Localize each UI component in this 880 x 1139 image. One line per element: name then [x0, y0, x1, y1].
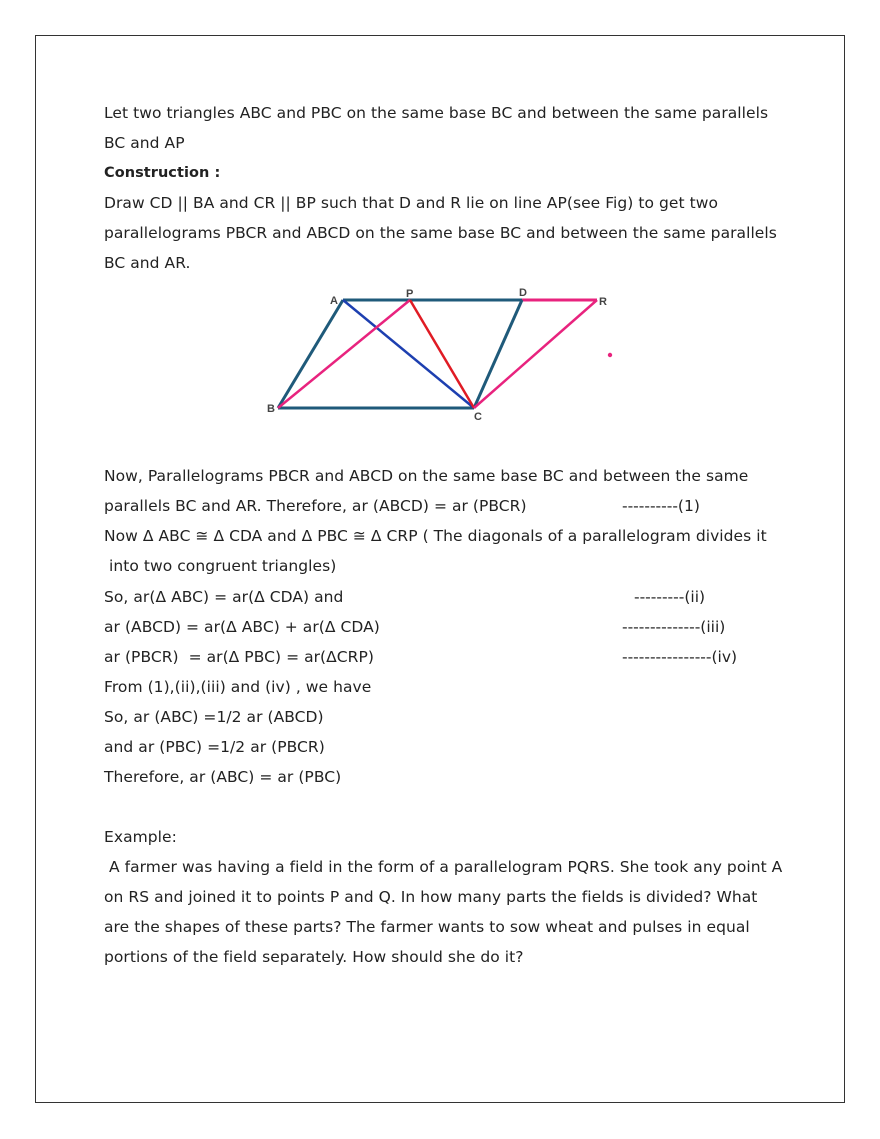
proof-line-9: So, ar (ABC) =1/2 ar (ABCD) [104, 708, 324, 726]
example-heading: Example: [104, 828, 177, 846]
stray-dot [608, 353, 612, 357]
label-B: B [267, 403, 275, 415]
line-CR [474, 300, 597, 408]
label-A: A [330, 295, 338, 307]
intro-line-1: Let two triangles ABC and PBC on the same base BC and between the same parallels [104, 104, 769, 122]
proof-line-8: From (1),(ii),(iii) and (iv) , we have [104, 678, 372, 696]
line-BP [278, 300, 410, 408]
equation-ref-iv: ----------------(iv) [622, 648, 738, 666]
construction-heading: Construction : [104, 165, 221, 181]
label-C: C [474, 411, 482, 423]
proof-line-10: and ar (PBC) =1/2 ar (PBCR) [104, 738, 325, 756]
proof-line-3: Now Δ ABC ≅ Δ CDA and Δ PBC ≅ Δ CRP ( The diagonals of a parallelogram divides it [104, 527, 767, 545]
proof-line-5: So, ar(Δ ABC) = ar(Δ CDA) and [104, 588, 344, 606]
example-line-1: A farmer was having a field in the form of a parallelogram PQRS. She took any point A [104, 858, 783, 876]
intro-line-2: BC and AP [104, 134, 185, 152]
example-line-4: portions of the field separately. How should she do it? [104, 948, 524, 966]
proof-line-4: into two congruent triangles) [104, 557, 337, 575]
line-AB [278, 300, 343, 408]
label-R: R [599, 296, 607, 308]
proof-line-6: ar (ABCD) = ar(Δ ABC) + ar(Δ CDA) [104, 618, 380, 636]
equation-ref-iii: --------------(iii) [622, 618, 726, 636]
example-line-3: are the shapes of these parts? The farmer wants to sow wheat and pulses in equal [104, 918, 750, 936]
equation-ref-ii: ---------(ii) [634, 588, 706, 606]
line-DC [474, 300, 522, 408]
proof-line-7: ar (PBCR) = ar(Δ PBC) = ar(ΔCRP) [104, 648, 374, 666]
construction-line-2: parallelograms PBCR and ABCD on the same base BC and between the same parallels [104, 224, 777, 242]
label-D: D [519, 287, 527, 299]
construction-line-3: BC and AR. [104, 254, 191, 272]
proof-line-1: Now, Parallelograms PBCR and ABCD on the same base BC and between the same [104, 467, 749, 485]
proof-line-2: parallels BC and AR. Therefore, ar (ABCD) = ar (PBCR) [104, 497, 527, 515]
line-AC [343, 300, 474, 408]
construction-line-1: Draw CD || BA and CR || BP such that D and R lie on line AP(see Fig) to get two [104, 194, 718, 212]
line-PC [410, 300, 474, 408]
example-line-2: on RS and joined it to points P and Q. In how many parts the fields is divided? What [104, 888, 758, 906]
parallelogram-figure [0, 0, 880, 440]
label-P: P [406, 288, 414, 300]
proof-line-11: Therefore, ar (ABC) = ar (PBC) [104, 768, 342, 786]
equation-ref-1: ----------(1) [622, 497, 700, 515]
